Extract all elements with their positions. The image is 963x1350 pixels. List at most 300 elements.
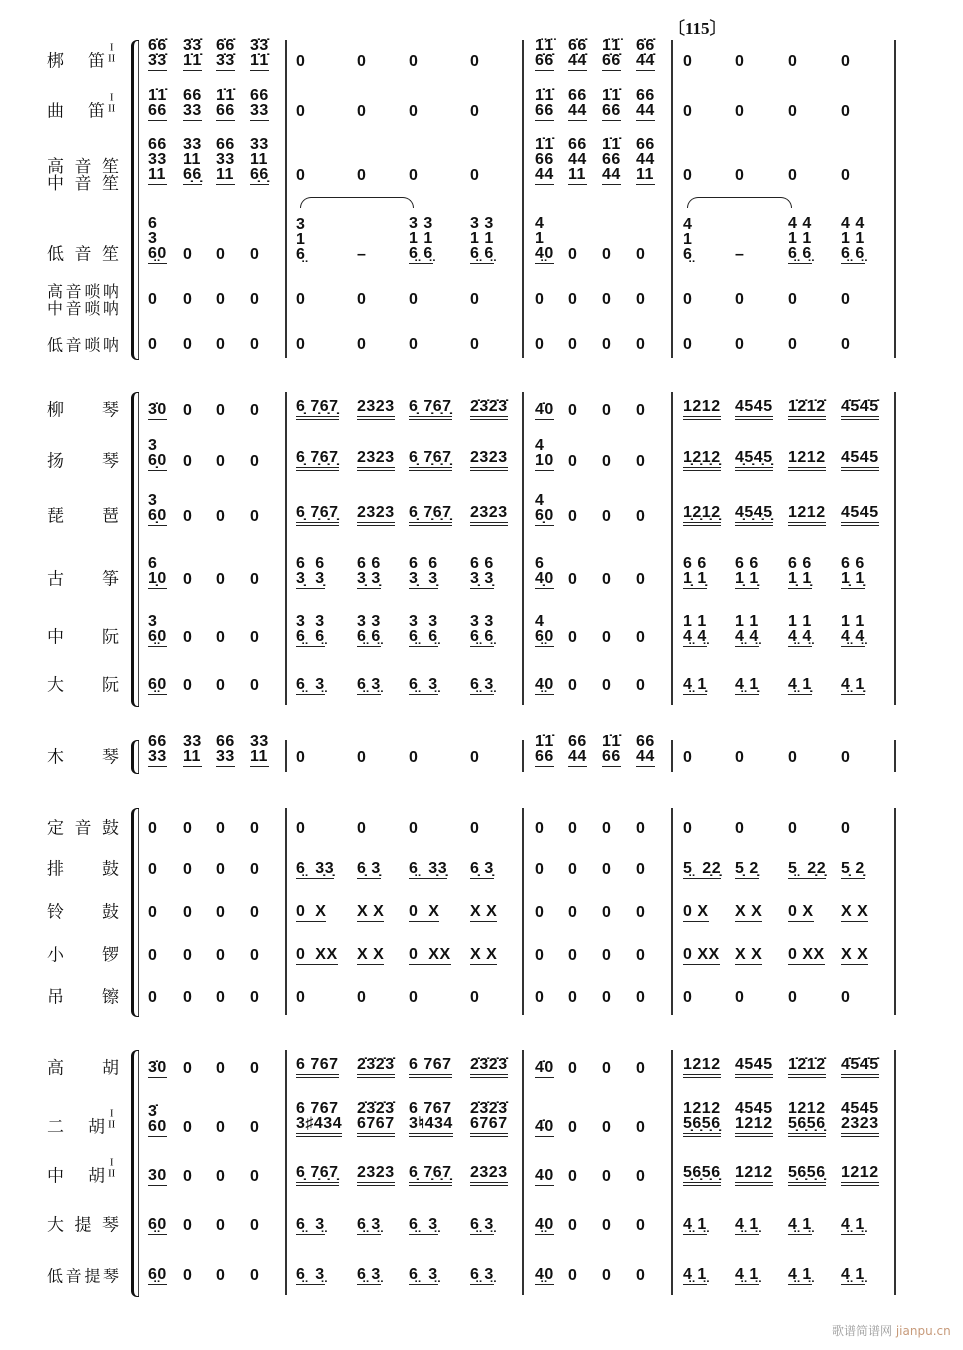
note-beat: 1 1 4̤ 4̤ [683, 613, 707, 645]
barline [522, 392, 524, 705]
note-beat: 6̤0 [148, 1216, 167, 1233]
note-beat: 0 [250, 1060, 260, 1077]
note-beat: 2̇3̇2̇3̇ [357, 1057, 395, 1078]
note-beat: 66 33 [250, 87, 269, 119]
note-beat: 2323 [470, 1165, 508, 1186]
note-beat: 4̤0 [535, 676, 554, 693]
note-beat: 3̇0 [148, 1059, 167, 1076]
note-beat: 6̤ 3̤ [357, 1216, 381, 1233]
note-beat: 6̣ 7̣6̣7̣ [409, 399, 452, 420]
note-beat: 0 [183, 453, 193, 470]
note-beat: 0 [183, 1267, 193, 1284]
note-beat: 0 [296, 167, 306, 184]
note-beat: 5̣ 2̣ [735, 860, 759, 877]
note-beat: 6̤ 3̤ [470, 1216, 494, 1233]
note-beat: 0 [148, 291, 158, 308]
note-beat: 6̣ 3̣ [357, 860, 381, 877]
note-beat: 4545 1212 [735, 1101, 773, 1137]
note-beat: 4545 [735, 1057, 773, 1078]
note-beat: 6̇6̇ 3̇3̇ [216, 37, 235, 69]
note-beat: 4̤ 1̤ [683, 1216, 707, 1233]
instrument-label: 低音笙 [47, 244, 119, 265]
note-beat: 6̣ 7̣6̣7̣ [409, 450, 452, 471]
note-beat: 3 6̤0 [148, 613, 167, 645]
note-beat: 0 [296, 103, 306, 120]
note-beat: 0 [735, 291, 745, 308]
note-beat: 0 [788, 291, 798, 308]
note-beat: 0 [148, 989, 158, 1006]
note-beat: X X [357, 903, 385, 920]
note-beat: 0 [788, 820, 798, 837]
note-beat: 0 [409, 820, 419, 837]
note-beat: 0 [357, 103, 367, 120]
note-beat: 0 [296, 989, 306, 1006]
note-beat: 0 [602, 402, 612, 419]
note-beat: 4545 [735, 399, 773, 420]
group-bracket [131, 40, 139, 360]
part-numerals: I II [108, 41, 116, 65]
note-beat: 6 767 3♮434 [409, 1101, 453, 1137]
note-beat: 6 6 1̣ 1̣ [683, 555, 707, 587]
barline [522, 40, 524, 358]
note-beat: 1̇1̇ 66 [602, 87, 621, 119]
note-beat: 6 6 1̣ 1̣ [735, 555, 759, 587]
note-beat: 4̤ 1̣ [735, 676, 759, 693]
note-beat: 0 [148, 861, 158, 878]
note-beat: 0 [296, 291, 306, 308]
note-beat: 1̇1̇ 66 [602, 733, 621, 765]
note-beat: 0 [568, 1217, 578, 1234]
note-beat: 66 44 [568, 87, 587, 119]
note-beat: 0 [250, 291, 260, 308]
note-beat: 0 [841, 291, 851, 308]
note-beat: 3̇3̇ 1̇1̇ [250, 37, 269, 69]
note-beat: 0 [470, 336, 480, 353]
note-beat: 0 [183, 820, 193, 837]
barline [285, 40, 287, 358]
note-beat: 30 [148, 1167, 167, 1184]
note-beat: 0 [470, 167, 480, 184]
note-beat: 0 [216, 508, 226, 525]
note-beat: 4̤0 [535, 1216, 554, 1233]
note-beat: 0 [683, 53, 693, 70]
note-beat: 0 [409, 103, 419, 120]
note-beat: 0 XX [296, 946, 338, 963]
note-beat: 0 [470, 291, 480, 308]
note-beat: 0 [788, 749, 798, 766]
note-beat: 1212 [683, 1057, 721, 1078]
barline [285, 1050, 287, 1295]
barline [522, 808, 524, 1015]
barline [671, 40, 673, 358]
note-beat: 0 [216, 861, 226, 878]
note-beat: 0 [183, 246, 193, 263]
note-beat: 0 [602, 246, 612, 263]
note-beat: 0 [148, 336, 158, 353]
note-beat: 0 [357, 167, 367, 184]
note-beat: 2323 [357, 450, 395, 471]
note-beat: 6̣ 7̣6̣7̣ [296, 1165, 339, 1186]
note-beat: 0 [216, 989, 226, 1006]
note-beat: 0 [568, 453, 578, 470]
part-numerals: I II [108, 1156, 116, 1180]
note-beat: 0 [409, 291, 419, 308]
instrument-label: 中阮 [47, 627, 119, 648]
note-beat: 6̇6̇ 3̇3̇ [148, 37, 167, 69]
note-beat: 4 4 1 1 6̤ 6̤ [841, 215, 865, 262]
note-beat: 0 [535, 336, 545, 353]
note-beat: 6̣ 7̣6̣7̣ [296, 450, 339, 471]
instrument-label: 排鼓 [47, 859, 119, 880]
note-beat: 0 [535, 291, 545, 308]
note-beat: 0 XX [788, 946, 825, 963]
note-beat: 0 [788, 167, 798, 184]
barline [671, 392, 673, 705]
note-beat: 6 767 3♯434 [296, 1101, 342, 1137]
note-beat: 0 [636, 453, 646, 470]
instrument-label: 曲笛 [47, 101, 105, 122]
note-beat: 5̣6̣5̣6̣ [788, 1165, 826, 1186]
note-beat: 6 767 [409, 1057, 452, 1078]
group-bracket [131, 740, 139, 774]
note-beat: 0 [735, 336, 745, 353]
note-beat: 0 [216, 571, 226, 588]
note-beat: 6̤ 3̤ [409, 1216, 438, 1233]
note-beat: 0 [216, 1267, 226, 1284]
note-beat: 0 [568, 861, 578, 878]
note-beat: 0 [568, 904, 578, 921]
instrument-label: 大提琴 [47, 1215, 119, 1236]
note-beat: 0 [636, 1217, 646, 1234]
tie-arc [300, 197, 414, 208]
note-beat: 4̤ 1̤ [735, 1216, 759, 1233]
note-beat: 3 3 6̤ 6̤ [357, 613, 381, 645]
note-beat: 0 [183, 508, 193, 525]
rehearsal-mark: 〔115〕 [668, 19, 727, 38]
instrument-label: 大阮 [47, 675, 119, 696]
note-beat: 0 [636, 571, 646, 588]
note-beat: 0 [568, 1168, 578, 1185]
note-beat: 0 [470, 989, 480, 1006]
note-beat: 0 [788, 336, 798, 353]
instrument-label: 木琴 [47, 747, 119, 768]
note-beat: 6̤0 [148, 1266, 167, 1283]
instrument-label: 高音笙 中音笙 [47, 157, 119, 194]
note-beat: 0 [470, 53, 480, 70]
note-beat: 0 [568, 1267, 578, 1284]
group-bracket [131, 1050, 139, 1297]
note-beat: 4545 [841, 505, 879, 526]
instrument-label: 琵琶 [47, 506, 119, 527]
note-beat: 0 [683, 103, 693, 120]
note-beat: 33 11 6̣6̣ [183, 136, 202, 183]
note-beat: 0 [683, 749, 693, 766]
note-beat: 4 6̤0 [535, 613, 554, 645]
note-beat: 0 [636, 677, 646, 694]
note-beat: 0 [602, 1168, 612, 1185]
note-beat: 0 [788, 989, 798, 1006]
note-beat: 6 767 [296, 1057, 339, 1078]
note-beat: 6̣ 7̣6̣7̣ [409, 505, 452, 526]
note-beat: 0 [602, 508, 612, 525]
barline [894, 40, 896, 358]
note-beat: 0 [602, 1217, 612, 1234]
note-beat: 0 [183, 861, 193, 878]
note-beat: 6̤ 3̤ [357, 1266, 381, 1283]
note-beat: 2323 [357, 505, 395, 526]
note-beat: 6 1̣0 [148, 555, 167, 587]
note-beat: 0 [296, 820, 306, 837]
note-beat: 0 [602, 453, 612, 470]
note-beat: 4̤ 1̤ [735, 1266, 759, 1283]
note-beat: 6 6 1̣ 1̣ [788, 555, 812, 587]
note-beat: 0 [216, 336, 226, 353]
note-beat: 1 1 4̤ 4̤ [841, 613, 865, 645]
note-beat: 0 [602, 629, 612, 646]
note-beat: 0 [568, 1119, 578, 1136]
note-beat: X X [735, 946, 763, 963]
note-beat: 1̇1̇ 66 44 [602, 136, 621, 183]
note-beat: 0 [183, 677, 193, 694]
note-beat: 66 44 11 [636, 136, 655, 183]
note-beat: 3 3 6̤ 6̤ [470, 613, 494, 645]
instrument-label: 吊镲 [47, 987, 119, 1008]
note-beat: 0 [357, 989, 367, 1006]
note-beat: 0 [216, 677, 226, 694]
note-beat: 0 [183, 1119, 193, 1136]
barline [894, 740, 896, 772]
note-beat: – [735, 246, 745, 263]
note-beat: 5̤ 2̣2̣ [788, 860, 827, 877]
note-beat: 0 [183, 336, 193, 353]
note-beat: 6̣ 7̣6̣7̣ [296, 399, 339, 420]
note-beat: 4̇0 [535, 1059, 554, 1076]
note-beat: 0 [788, 53, 798, 70]
note-beat: 3 3 6̤ 6̤ [296, 613, 325, 645]
note-beat: 33 11 6̣6̣ [250, 136, 269, 183]
note-beat: 0 [568, 629, 578, 646]
note-beat: 6 3 6̤0 [148, 215, 167, 262]
note-beat: 6̤ 3̤ [357, 676, 381, 693]
note-beat: 4̇0 [535, 1118, 554, 1135]
note-beat: 0 [568, 1060, 578, 1077]
note-beat: 0 [841, 103, 851, 120]
instrument-label: 低音唢呐 [47, 335, 119, 355]
barline [671, 1050, 673, 1295]
instrument-label: 高音唢呐 中音唢呐 [47, 282, 119, 318]
note-beat: 4̇5̇4̇5̇ [841, 399, 879, 420]
note-beat: 3 3 1 1 6̤ 6̤ [470, 215, 494, 262]
note-beat: 0 [250, 508, 260, 525]
note-beat: 4̣5̣4̣5̣ [735, 505, 773, 526]
note-beat: 2̇3̇2̇3̇ [470, 1057, 508, 1078]
note-beat: 4̤ 1̤ [841, 1266, 865, 1283]
note-beat: 5̣6̣5̣6̣ [683, 1165, 721, 1186]
note-beat: 0 [841, 820, 851, 837]
note-beat: 0 [183, 1060, 193, 1077]
barline [894, 392, 896, 705]
note-beat: 0 [409, 167, 419, 184]
note-beat: 0 [683, 336, 693, 353]
note-beat: 66 33 [216, 733, 235, 765]
note-beat: 0 [602, 1267, 612, 1284]
note-beat: 33 11 [250, 733, 269, 765]
note-beat: 6̤0 [148, 676, 167, 693]
instrument-label: 中胡 [47, 1166, 105, 1187]
note-beat: 3 3 6̤ 6̤ [409, 613, 438, 645]
note-beat: 0 [636, 1168, 646, 1185]
note-beat: 0 [296, 336, 306, 353]
note-beat: 0 [602, 1060, 612, 1077]
note-beat: 2̇3̇2̇3̇ 6767 [470, 1101, 508, 1137]
note-beat: 66 44 [636, 733, 655, 765]
note-beat: 66 44 [568, 733, 587, 765]
note-beat: 0 [148, 947, 158, 964]
note-beat: 0 [409, 53, 419, 70]
note-beat: 0 [216, 1119, 226, 1136]
note-beat: 0 [216, 820, 226, 837]
note-beat: 0 [602, 820, 612, 837]
note-beat: 6 6 3̣ 3̣ [409, 555, 438, 587]
group-bracket [131, 392, 139, 707]
note-beat: 4̤ 1̣ [788, 676, 812, 693]
note-beat: 0 [216, 629, 226, 646]
part-numerals: I II [108, 1107, 116, 1131]
note-beat: 0 [296, 53, 306, 70]
note-beat: 4̇0 [535, 401, 554, 418]
note-beat: 0 [183, 402, 193, 419]
note-beat: 6̤ 3̤ [409, 676, 438, 693]
note-beat: 0 [788, 103, 798, 120]
instrument-label: 小锣 [47, 945, 119, 966]
note-beat: 1 1 4̤ 4̤ [788, 613, 812, 645]
note-beat: 0 [216, 1168, 226, 1185]
note-beat: 66 33 [183, 87, 202, 119]
note-beat: 1̣2̣1̣2̣ [683, 505, 721, 526]
group-bracket [131, 808, 139, 1017]
note-beat: 0 [568, 677, 578, 694]
note-beat: 1212 [683, 399, 721, 420]
note-beat: 0 [250, 989, 260, 1006]
note-beat: 0 [250, 402, 260, 419]
note-beat: 0 [183, 571, 193, 588]
note-beat: 33 11 [183, 733, 202, 765]
note-beat: 2323 [357, 399, 395, 420]
note-beat: 0 X [409, 903, 440, 920]
note-beat: 1212 [788, 505, 826, 526]
note-beat: 1̇1̇ 66 [216, 87, 235, 119]
note-beat: 0 [636, 402, 646, 419]
note-beat: 0 [250, 861, 260, 878]
instrument-label: 铃鼓 [47, 902, 119, 923]
note-beat: 0 [636, 861, 646, 878]
note-beat: 4̣5̣4̣5̣ [735, 450, 773, 471]
note-beat: 1̇2̇1̇2̇ [788, 399, 826, 420]
note-beat: 4 1 6̤ [683, 216, 693, 263]
note-beat: 6̤ 3̣3̣ [296, 860, 335, 877]
note-beat: 4̤0 [535, 1266, 554, 1283]
note-beat: 0 [636, 820, 646, 837]
note-beat: 66 33 11 [148, 136, 167, 183]
note-beat: 0 [535, 989, 545, 1006]
note-beat: 0 [602, 947, 612, 964]
note-beat: 0 [841, 989, 851, 1006]
note-beat: 3̇0 [148, 401, 167, 418]
barline [285, 392, 287, 705]
note-beat: 1̇1̇ 66 [148, 87, 167, 119]
note-beat: 0 [216, 947, 226, 964]
note-beat: 6̇6̇ 4̇4̇ [568, 37, 587, 69]
note-beat: 4545 2323 [841, 1101, 879, 1137]
note-beat: 66 44 11 [568, 136, 587, 183]
note-beat: 0 XX [409, 946, 451, 963]
note-beat: X X [841, 946, 869, 963]
note-beat: 0 [683, 167, 693, 184]
note-beat: 0 [250, 453, 260, 470]
note-beat: 6̤ 3̣3̣ [409, 860, 448, 877]
note-beat: 0 [735, 989, 745, 1006]
note-beat: 0 [250, 1168, 260, 1185]
note-beat: 1212 5̣6̣5̣6̣ [683, 1101, 721, 1137]
note-beat: X X [470, 946, 498, 963]
note-beat: 0 [250, 820, 260, 837]
note-beat: 3̇3̇ 1̇1̇ [183, 37, 202, 69]
note-beat: 4̤ 1̣ [683, 676, 707, 693]
note-beat: 0 [636, 904, 646, 921]
note-beat: X X [841, 903, 869, 920]
note-beat: 0 [636, 246, 646, 263]
note-beat: 4̇5̇4̇5̇ [841, 1057, 879, 1078]
note-beat: 0 [735, 103, 745, 120]
note-beat: 0 [602, 291, 612, 308]
note-beat: 1212 [735, 1165, 773, 1186]
note-beat: 6̤ 3̤ [296, 1266, 325, 1283]
barline [522, 1050, 524, 1295]
note-beat: 0 [296, 749, 306, 766]
note-beat: 0 [683, 989, 693, 1006]
note-beat: 0 [216, 246, 226, 263]
note-beat: X X [470, 903, 498, 920]
note-beat: 6̤ 3̤ [470, 676, 494, 693]
note-beat: 40 [535, 1167, 554, 1184]
barline [285, 808, 287, 1015]
note-beat: 4 10 [535, 437, 554, 469]
note-beat: 1212 [788, 450, 826, 471]
instrument-label: 柳琴 [47, 400, 119, 421]
barline [671, 740, 673, 772]
note-beat: 0 [568, 947, 578, 964]
note-beat: 0 [602, 904, 612, 921]
note-beat: 1212 [841, 1165, 879, 1186]
note-beat: 0 [470, 820, 480, 837]
note-beat: 6 4̣0 [535, 555, 554, 587]
note-beat: 0 [216, 1217, 226, 1234]
note-beat: 0 [683, 820, 693, 837]
note-beat: 0 [735, 820, 745, 837]
note-beat: 0 [841, 336, 851, 353]
note-beat: 2̇3̇2̇3̇ 6767 [357, 1101, 395, 1137]
barline [894, 1050, 896, 1295]
note-beat: 0 [250, 947, 260, 964]
note-beat: 4545 [841, 450, 879, 471]
note-beat: 0 [250, 336, 260, 353]
note-beat: 0 [357, 53, 367, 70]
note-beat: 0 [636, 508, 646, 525]
note-beat: 0 [470, 103, 480, 120]
note-beat: X X [735, 903, 763, 920]
note-beat: 0 [216, 904, 226, 921]
note-beat: 4̤ 1̤ [788, 1216, 812, 1233]
